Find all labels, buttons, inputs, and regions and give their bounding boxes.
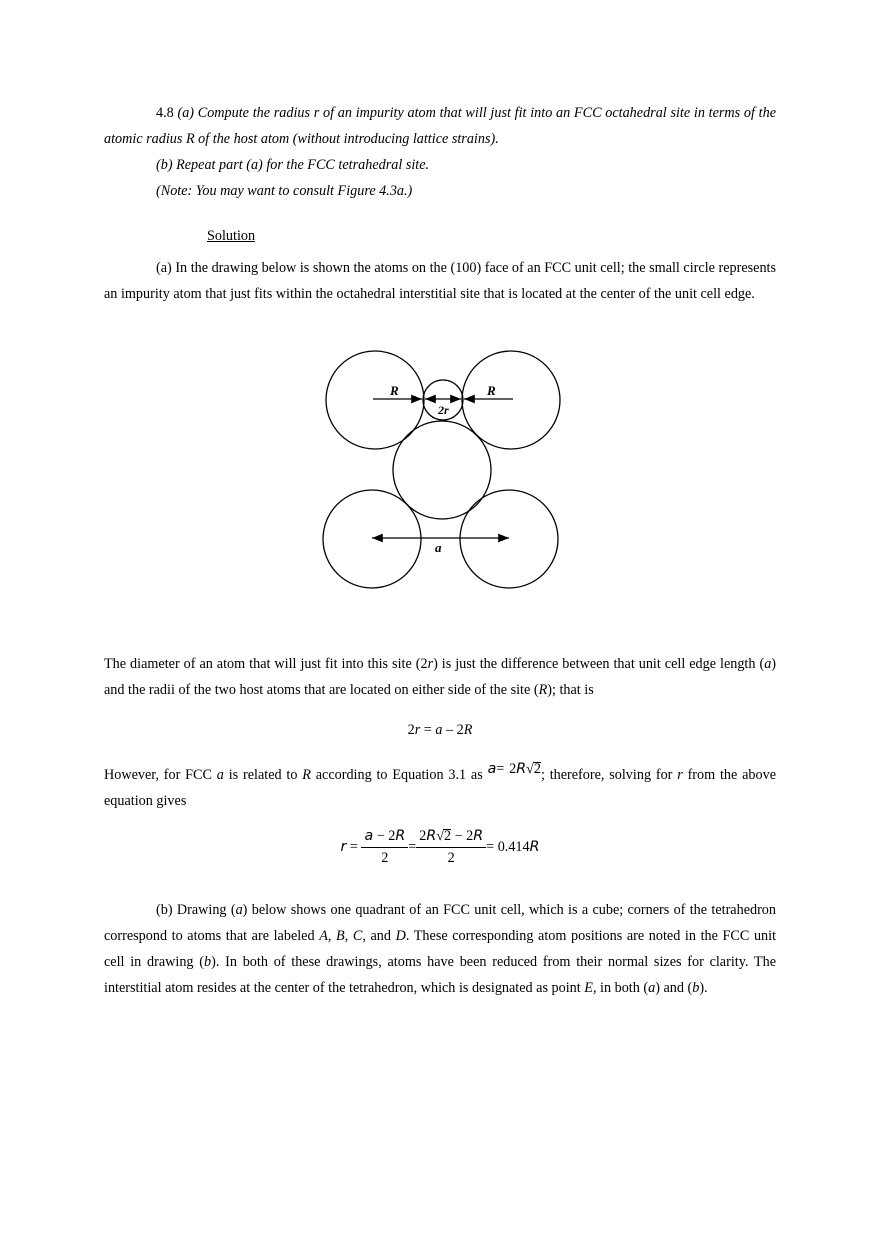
para-diameter bbox=[104, 651, 776, 703]
label-R-right: R bbox=[487, 383, 496, 398]
var-a: a bbox=[235, 902, 243, 918]
however-block bbox=[104, 762, 776, 814]
var-R: R bbox=[302, 767, 311, 783]
problem-note: (Note: You may want to consult Figure 4.3a.) bbox=[156, 183, 413, 199]
sqrt-symbol: √ bbox=[526, 761, 534, 777]
var-R: R bbox=[538, 682, 548, 698]
equation-2 bbox=[0, 828, 880, 867]
fraction-2-denominator: 2 bbox=[447, 850, 455, 866]
para-b bbox=[104, 897, 776, 1001]
text-run: ). In both of these drawings, atoms have been reduced from their normal sizes for clarity. The interstitial atom resides at the center of the tetrahedron, which is designated as point bbox=[104, 954, 776, 996]
fraction-2 bbox=[416, 828, 486, 867]
host-atom-bottom-left bbox=[323, 490, 421, 588]
fcc-face-figure bbox=[318, 343, 568, 593]
text-run: ) is just the difference between that unit cell edge length ( bbox=[433, 656, 765, 672]
text-run: ; therefore, solving for bbox=[540, 767, 678, 783]
eq-relation: = 2 bbox=[496, 761, 517, 777]
text-after-figure bbox=[104, 651, 776, 703]
eq-var-R: R bbox=[516, 761, 527, 777]
var-a: a bbox=[764, 656, 772, 672]
para-a-label: (a) bbox=[156, 260, 172, 276]
fraction-1 bbox=[361, 828, 408, 867]
var-a: a bbox=[435, 722, 443, 738]
var-b: b bbox=[204, 954, 212, 970]
point-label-E: E bbox=[584, 980, 593, 996]
label-2r: 2r bbox=[438, 403, 449, 417]
label-R-left: R bbox=[390, 383, 399, 398]
text-run: ) and the radii of the two host atoms that are located on either side of the site ( bbox=[104, 656, 777, 698]
text-run: from the above equation gives bbox=[104, 767, 776, 809]
text-run: , bbox=[327, 928, 337, 944]
text-run: (b) Drawing ( bbox=[156, 902, 236, 918]
var-r: r bbox=[677, 767, 683, 783]
text-run: The diameter of an atom that will just fit into this site (2 bbox=[104, 656, 428, 672]
sqrt-symbol: √ bbox=[436, 828, 444, 844]
eq-sign: = bbox=[346, 838, 362, 855]
var-b: b bbox=[692, 980, 700, 996]
eq-var-R: R bbox=[395, 828, 406, 844]
text-run: ) below shows one quadrant of an FCC unit cell, which is a cube; corners of the tetrahedron correspond to atoms that are labeled bbox=[104, 902, 776, 944]
document-page bbox=[104, 100, 776, 307]
eq-var-a: a bbox=[487, 761, 497, 777]
text-run: according to Equation 3.1 as bbox=[310, 767, 488, 783]
part-a-label: (a) bbox=[177, 105, 195, 121]
part-b-text: (b) Repeat part (a) for the FCC tetrahedral site. bbox=[156, 157, 430, 173]
text-run: However, for FCC bbox=[104, 767, 217, 783]
inline-equation bbox=[488, 761, 541, 777]
fraction-2-numerator bbox=[416, 828, 486, 848]
equation-1 bbox=[0, 722, 880, 739]
solution-heading: Solution bbox=[207, 228, 256, 244]
text-run: , and bbox=[362, 928, 396, 944]
text-run: is related to bbox=[223, 767, 303, 783]
eq-var-R: R bbox=[473, 828, 484, 844]
var-a: a bbox=[216, 767, 224, 783]
eq-var-R: R bbox=[529, 838, 540, 855]
var-R: R bbox=[463, 722, 473, 738]
text-run: , bbox=[344, 928, 353, 944]
eq-coef: 2 bbox=[407, 722, 415, 738]
text-run: ). bbox=[699, 980, 708, 996]
part-a-text: Compute the radius r of an impurity atom that will just fit into an FCC octahedral site in terms of the atomic radius R of the host atom (without introducing lattice strains). bbox=[104, 105, 777, 147]
label-a: a bbox=[435, 540, 442, 555]
solution-para-a bbox=[104, 255, 776, 307]
problem-statement bbox=[104, 100, 776, 152]
host-atom-center bbox=[393, 421, 491, 519]
host-atom-top-right bbox=[462, 351, 560, 449]
fraction-1-numerator bbox=[361, 828, 408, 848]
eq-minus: − 2 bbox=[451, 828, 474, 844]
para-however bbox=[104, 762, 776, 814]
atom-label-B: B bbox=[336, 928, 345, 944]
sqrt-radicand: 2 bbox=[533, 761, 541, 777]
text-run: ) and ( bbox=[655, 980, 693, 996]
eq-sign: = bbox=[420, 722, 436, 738]
sqrt-radicand: 2 bbox=[443, 828, 452, 844]
text-run: , in both ( bbox=[592, 980, 649, 996]
eq-var-r: r bbox=[340, 838, 347, 855]
eq-var-R: R bbox=[426, 828, 437, 844]
fraction-1-denominator: 2 bbox=[381, 850, 389, 866]
eq-minus: − 2 bbox=[373, 828, 396, 844]
var-r: r bbox=[427, 656, 434, 672]
var-a: a bbox=[648, 980, 656, 996]
atom-label-C: C bbox=[352, 928, 363, 944]
eq-coef: 2 bbox=[419, 828, 427, 844]
host-atom-bottom-right bbox=[460, 490, 558, 588]
eq-minus: – 2 bbox=[442, 722, 464, 738]
atom-label-D: D bbox=[395, 928, 406, 944]
para-a-text: In the drawing below is shown the atoms on the (100) face of an FCC unit cell; the small circle represents an impurity atom that just fits within the octahedral interstitial site that is located at the center of the unit cell edge. bbox=[104, 260, 776, 302]
eq-var-a: a bbox=[364, 828, 374, 844]
atom-label-A: A bbox=[319, 928, 328, 944]
text-run: . These corresponding atom positions are noted in the FCC unit cell in drawing ( bbox=[104, 928, 777, 970]
var-r: r bbox=[414, 722, 421, 738]
eq-result: = 0.414 bbox=[486, 838, 530, 855]
eq-sign: = bbox=[408, 838, 417, 855]
part-b-block bbox=[104, 897, 776, 1001]
text-run: ); that is bbox=[547, 682, 594, 698]
problem-number: 4.8 bbox=[156, 105, 174, 121]
